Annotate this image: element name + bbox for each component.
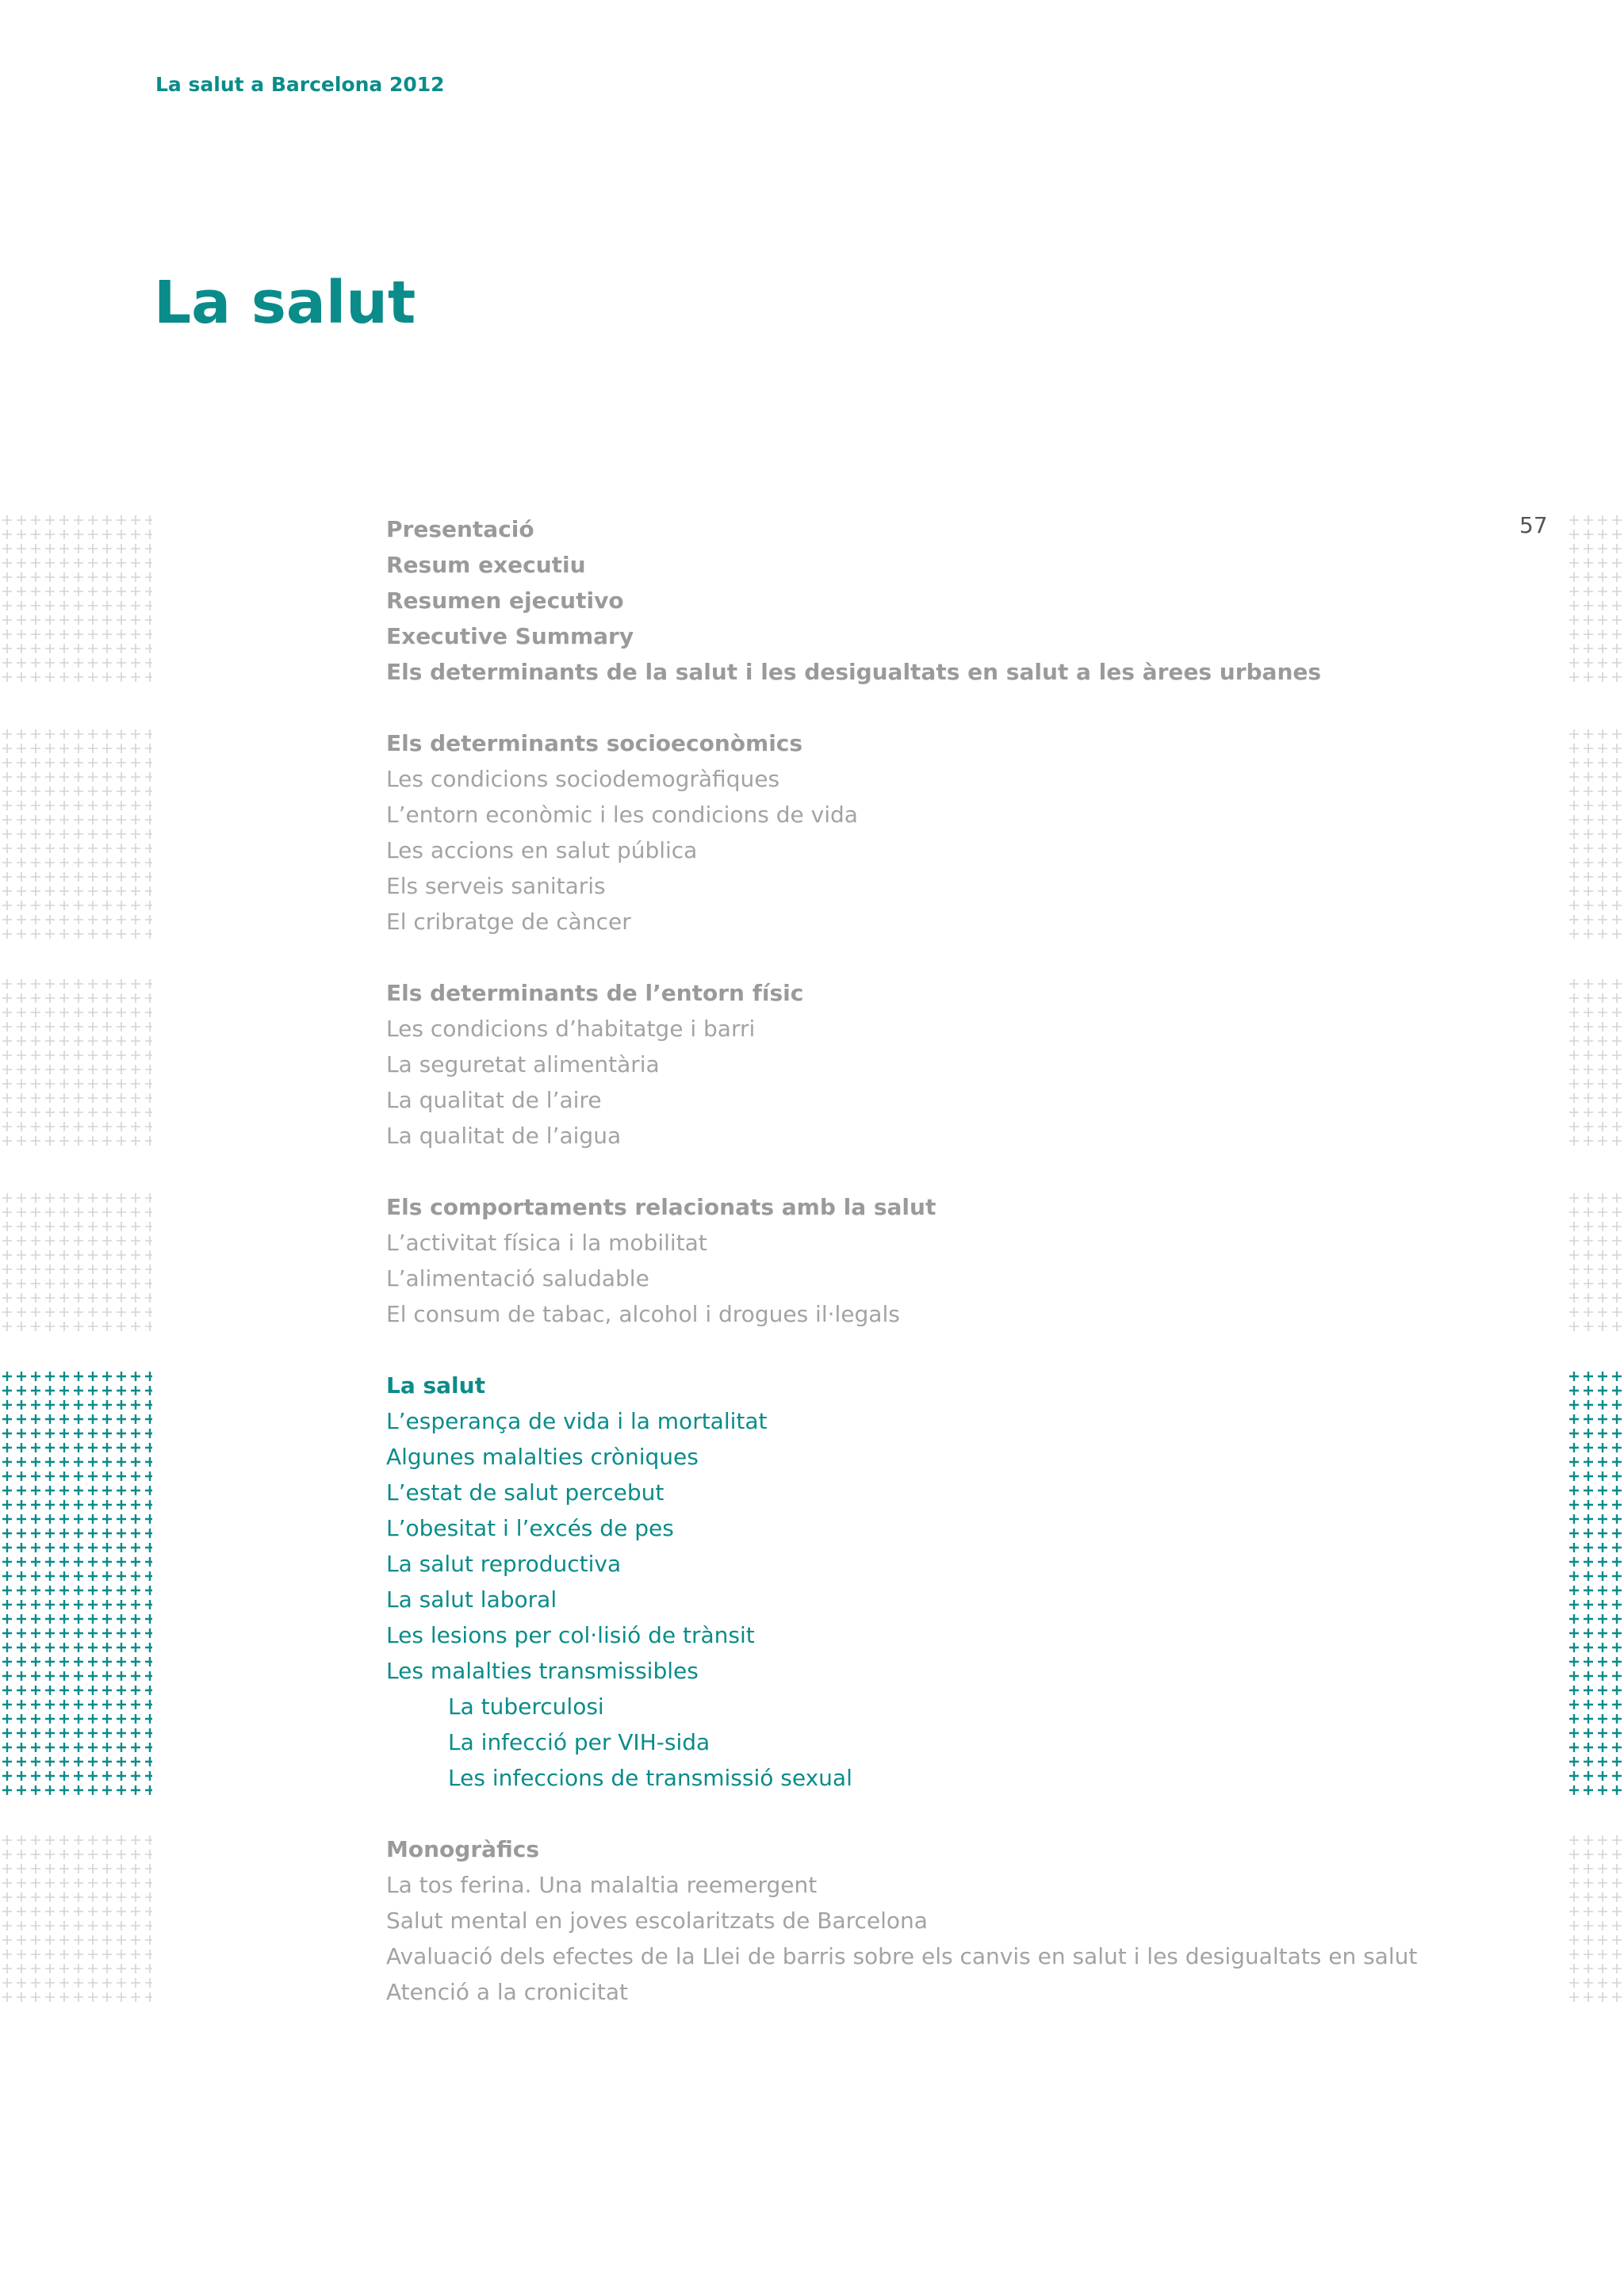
toc-entry[interactable]: L’estat de salut percebut — [386, 1479, 665, 1506]
toc-section — [386, 975, 1536, 1154]
cross-pattern-right — [1567, 1369, 1622, 1796]
toc-entry[interactable]: La tos ferina. Una malaltia reemergent — [386, 1872, 818, 1898]
toc-entry[interactable]: Les accions en salut pública — [386, 837, 698, 863]
cross-pattern-right — [1567, 1191, 1622, 1332]
running-header: La salut a Barcelona 2012 — [155, 73, 445, 96]
toc-subentry[interactable]: Les infeccions de transmissió sexual — [448, 1765, 852, 1791]
toc-entry[interactable]: Salut mental en joves escolaritzats de Barcelona — [386, 1908, 928, 1934]
toc-entry[interactable]: Avaluació dels efectes de la Llei de barris sobre els canvis en salut i les desigualtats en salut — [386, 1943, 1418, 1969]
toc-section — [386, 725, 1536, 939]
toc-section — [386, 1831, 1536, 2010]
toc-section — [386, 1189, 1536, 1332]
toc-section-heading[interactable]: Resumen ejecutivo — [386, 587, 624, 614]
toc-subentry[interactable]: La tuberculosi — [448, 1693, 604, 1720]
toc-entry[interactable]: La salut reproductiva — [386, 1551, 622, 1577]
toc-section — [386, 1368, 1536, 1796]
table-of-contents — [386, 511, 1536, 2045]
toc-section-heading[interactable]: Els determinants de la salut i les desigualtats en salut a les àrees urbanes — [386, 659, 1322, 685]
toc-section-heading[interactable]: Executive Summary — [386, 623, 634, 649]
toc-entry[interactable]: Les condicions d’habitatge i barri — [386, 1016, 756, 1042]
toc-section — [386, 511, 1536, 690]
cross-pattern-right — [1567, 977, 1622, 1154]
toc-entry[interactable]: El consum de tabac, alcohol i drogues il·legals — [386, 1301, 900, 1327]
toc-entry[interactable]: La seguretat alimentària — [386, 1051, 660, 1077]
cross-pattern-left — [0, 1369, 152, 1796]
cross-pattern-left — [0, 1833, 152, 2010]
toc-section-heading[interactable]: La salut — [386, 1372, 485, 1399]
toc-entry[interactable]: Els serveis sanitaris — [386, 873, 606, 899]
cross-pattern-left — [0, 977, 152, 1154]
cross-pattern-left — [0, 1191, 152, 1332]
toc-section-heading[interactable]: Els determinants socioeconòmics — [386, 730, 803, 756]
toc-section-heading[interactable]: Els comportaments relacionats amb la salut — [386, 1194, 936, 1220]
toc-entry[interactable]: Les malalties transmissibles — [386, 1658, 699, 1684]
cross-pattern-right — [1567, 727, 1622, 939]
toc-entry[interactable]: L’obesitat i l’excés de pes — [386, 1515, 674, 1541]
cross-pattern-left — [0, 513, 152, 690]
toc-entry[interactable]: L’alimentació saludable — [386, 1265, 649, 1292]
chapter-title: La salut — [154, 269, 416, 337]
toc-section-heading[interactable]: Resum executiu — [386, 552, 586, 578]
toc-entry[interactable]: L’esperança de vida i la mortalitat — [386, 1408, 768, 1434]
toc-subentry[interactable]: La infecció per VIH-sida — [448, 1729, 710, 1755]
cross-pattern-left — [0, 727, 152, 939]
toc-entry[interactable]: Algunes malalties cròniques — [386, 1444, 699, 1470]
toc-entry[interactable]: Atenció a la cronicitat — [386, 1979, 628, 2005]
toc-entry[interactable]: La qualitat de l’aire — [386, 1087, 602, 1113]
page-number: 57 — [1519, 512, 1548, 538]
cross-pattern-right — [1567, 513, 1622, 690]
cross-pattern-right — [1567, 1833, 1622, 2010]
toc-entry[interactable]: Les lesions per col·lisió de trànsit — [386, 1622, 755, 1648]
toc-entry[interactable]: Les condicions sociodemogràfiques — [386, 766, 780, 792]
toc-section-heading[interactable]: Presentació — [386, 516, 534, 542]
toc-section-heading[interactable]: Monogràfics — [386, 1836, 540, 1862]
toc-entry[interactable]: La qualitat de l’aigua — [386, 1123, 622, 1149]
toc-entry[interactable]: La salut laboral — [386, 1586, 557, 1613]
toc-entry[interactable]: L’entorn econòmic i les condicions de vida — [386, 802, 858, 828]
toc-entry[interactable]: El cribratge de càncer — [386, 909, 631, 935]
toc-section-heading[interactable]: Els determinants de l’entorn físic — [386, 980, 804, 1006]
toc-entry[interactable]: L’activitat física i la mobilitat — [386, 1230, 707, 1256]
